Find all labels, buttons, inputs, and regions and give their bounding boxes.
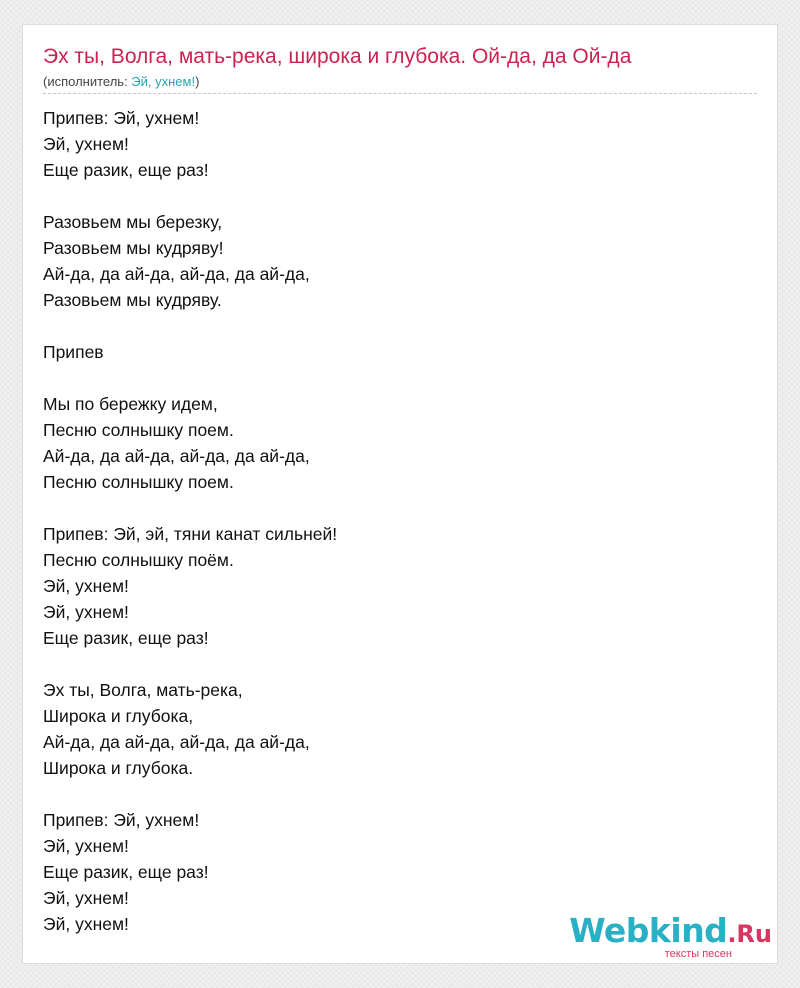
lyrics-stanza [43, 339, 743, 365]
lyrics-card [22, 24, 778, 964]
artist-link[interactable]: Эй, ухнем! [131, 74, 196, 89]
byline-suffix: ) [195, 74, 200, 89]
lyric-line: Припев [43, 342, 104, 362]
lyric-line: Еще разик, еще раз! [43, 160, 209, 180]
lyric-line: Эй, ухнем! [43, 602, 129, 622]
logo-name: Webkind [569, 911, 728, 950]
lyric-line: Песню солнышку поем. [43, 420, 234, 440]
lyric-line: Широка и глубока. [43, 758, 194, 778]
artist-byline [43, 73, 199, 91]
lyrics-stanza [43, 677, 743, 781]
lyrics-stanza [43, 521, 743, 651]
lyric-line: Еще разик, еще раз! [43, 628, 209, 648]
lyric-line: Припев: Эй, эй, тяни канат сильней! [43, 524, 338, 544]
lyric-line: Песню солнышку поем. [43, 472, 234, 492]
lyric-line: Разовьем мы кудряву! [43, 238, 224, 258]
logo-wordmark [569, 913, 772, 952]
lyric-line: Эй, ухнем! [43, 914, 129, 934]
lyrics-text [43, 105, 743, 963]
lyric-line: Широка и глубока, [43, 706, 194, 726]
lyric-line: Припев: Эй, ухнем! [43, 108, 200, 128]
webkind-logo[interactable] [569, 913, 772, 960]
lyric-line: Мы по бережку идем, [43, 394, 218, 414]
lyrics-stanza [43, 391, 743, 495]
lyric-line: Эх ты, Волга, мать-река, [43, 680, 243, 700]
lyric-line: Эй, ухнем! [43, 134, 129, 154]
lyrics-stanza [43, 209, 743, 313]
lyric-line: Эй, ухнем! [43, 576, 129, 596]
title-divider [43, 93, 757, 94]
lyric-line: Разовьем мы березку, [43, 212, 223, 232]
byline-prefix: (исполнитель: [43, 74, 132, 89]
lyric-line: Ай-да, да ай-да, ай-да, да ай-да, [43, 446, 310, 466]
logo-tld: .Ru [727, 920, 772, 948]
logo-tagline: тексты песен [664, 948, 732, 960]
lyric-line: Песню солнышку поём. [43, 550, 234, 570]
lyric-line: Ай-да, да ай-да, ай-да, да ай-да, [43, 732, 310, 752]
lyric-line: Еще разик, еще раз! [43, 862, 209, 882]
lyrics-stanza [43, 105, 743, 183]
lyric-line: Эй, ухнем! [43, 888, 129, 908]
lyric-line: Эй, ухнем! [43, 836, 129, 856]
lyric-line: Припев: Эй, ухнем! [43, 810, 200, 830]
page-title: Эх ты, Волга, мать-река, широка и глубока. Ой-да, да Ой-да [43, 45, 632, 68]
lyric-line: Ай-да, да ай-да, ай-да, да ай-да, [43, 264, 310, 284]
lyric-line: Разовьем мы кудряву. [43, 290, 222, 310]
